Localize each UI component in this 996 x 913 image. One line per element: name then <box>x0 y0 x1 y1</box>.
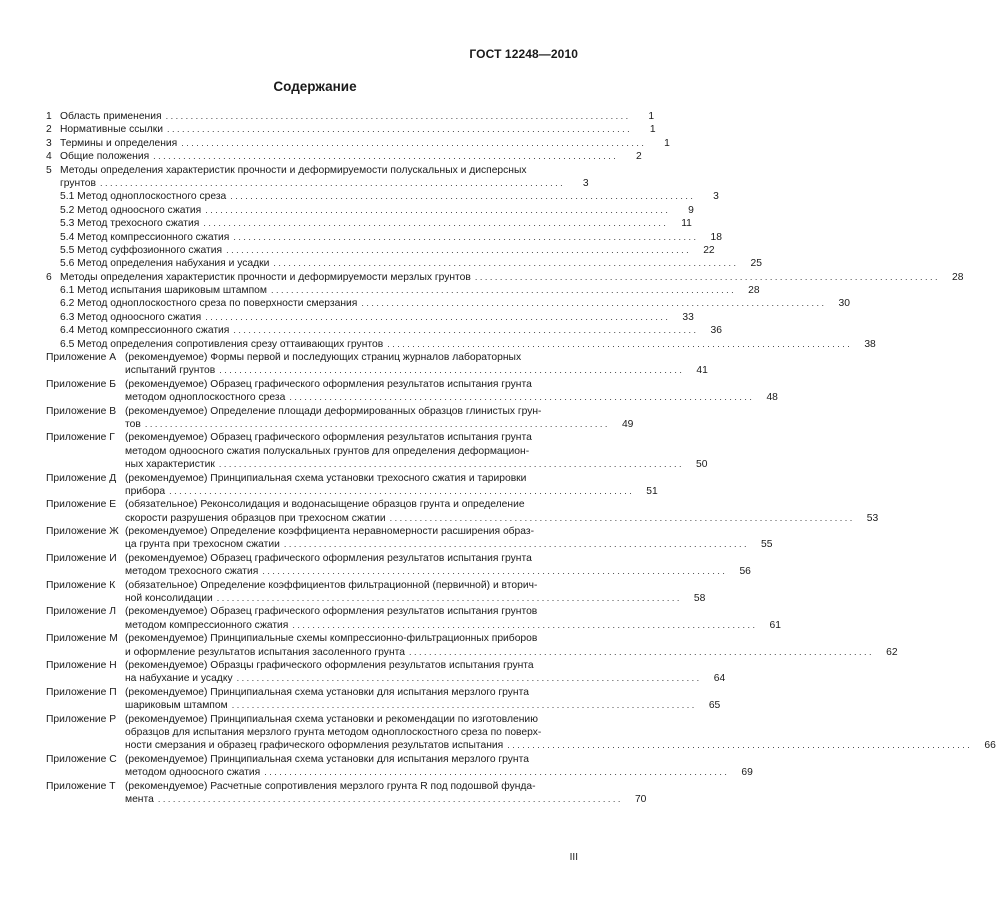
toc-page-number: 1 <box>664 137 670 149</box>
toc-section-entry[interactable] <box>46 164 589 191</box>
appendix-label: Приложение В <box>46 405 117 417</box>
toc-leader-dots <box>167 123 630 136</box>
toc-page-number: 30 <box>838 298 850 310</box>
toc-leader-dots <box>273 257 736 270</box>
toc-section-entry[interactable] <box>46 190 719 203</box>
toc-appendix-entry[interactable] <box>46 605 781 632</box>
toc-appendix-entry[interactable] <box>46 351 708 378</box>
appendix-label: Приложение Ж <box>46 526 119 538</box>
toc-appendix-entry[interactable] <box>46 686 721 713</box>
toc-leader-dots <box>292 619 755 632</box>
toc-leader-dots <box>169 485 632 498</box>
toc-leader-dots <box>100 177 563 190</box>
toc-leader-dots <box>205 311 668 324</box>
appendix-title: методом трехосного сжатия <box>125 566 259 578</box>
appendix-title: (рекомендуемое) Образец графического оформления результатов испытания грунта <box>125 378 532 390</box>
toc-leader-dots <box>264 766 727 779</box>
toc-section-title: 5.1 Метод одноплоскостного среза <box>60 191 227 203</box>
toc-appendix-entry[interactable] <box>46 498 879 525</box>
appendix-label: Приложение Н <box>46 660 117 672</box>
toc-section-title: 6.1 Метод испытания шариковым штампом <box>60 285 267 297</box>
toc-section-entry[interactable] <box>46 311 694 324</box>
appendix-title: (рекомендуемое) Образец графического оформления результатов испытания грунтов <box>125 606 538 618</box>
toc-page-number: 70 <box>634 793 647 805</box>
toc-leader-dots <box>166 110 629 123</box>
toc-section-number: 3 <box>46 137 52 149</box>
appendix-title: и оформление результатов испытания засоленного грунта <box>125 646 405 658</box>
toc-page-number: 18 <box>710 231 722 243</box>
toc-page-number: 2 <box>636 151 642 163</box>
toc-section-title: 5.4 Метод компрессионного сжатия <box>60 231 230 243</box>
appendix-title: ных характеристик <box>125 459 215 471</box>
toc-section-entry[interactable] <box>46 271 964 284</box>
toc-appendix-entry[interactable] <box>46 632 898 659</box>
toc-section-entry[interactable] <box>46 324 722 337</box>
toc-section-title: 6.5 Метод определения сопротивления срезу оттаивающих грунтов <box>60 338 384 350</box>
toc-leader-dots <box>262 565 725 578</box>
toc-leader-dots <box>271 284 734 297</box>
toc-page-number: 41 <box>696 365 708 377</box>
appendix-label: Приложение А <box>46 352 117 364</box>
toc-leader-dots <box>203 217 666 230</box>
appendix-label: Приложение Д <box>46 472 117 484</box>
toc-leader-dots <box>219 364 682 377</box>
toc-section-number: 4 <box>46 151 52 163</box>
toc-page-number: 1 <box>648 110 655 122</box>
toc-leader-dots <box>507 739 970 752</box>
appendix-title: методом одноосного сжатия полускальных грунтов для определения деформацион- <box>125 445 530 457</box>
toc-appendix-entry[interactable] <box>46 378 778 405</box>
appendix-title: (рекомендуемое) Формы первой и последующих страниц журналов лабораторных <box>125 352 522 364</box>
toc-appendix-entry[interactable] <box>46 579 706 606</box>
toc-section-title: Нормативные ссылки <box>60 124 164 136</box>
appendix-label: Приложение Р <box>46 713 117 725</box>
toc-leader-dots <box>387 338 850 351</box>
appendix-title: прибора <box>125 485 166 497</box>
toc-page-number: 56 <box>739 566 751 578</box>
toc-page-number: 38 <box>864 338 876 350</box>
toc-leader-dots <box>217 592 680 605</box>
appendix-label: Приложение М <box>46 633 118 645</box>
appendix-title: шариковым штампом <box>125 700 228 712</box>
appendix-label: Приложение Л <box>46 606 117 618</box>
appendix-title: (рекомендуемое) Определение площади деформированных образцов глинистых грун- <box>125 405 542 417</box>
toc-section-title: Методы определения характеристик прочности и деформируемости мерзлых грунтов <box>60 271 471 283</box>
appendix-title: образцов для испытания мерзлого грунта методом одноплоскостного среза по поверх- <box>125 726 542 738</box>
toc-page-number: 33 <box>682 311 694 323</box>
toc-page-number: 11 <box>681 218 692 230</box>
toc-page-number: 53 <box>866 512 879 524</box>
toc-leader-dots <box>289 391 752 404</box>
appendix-title: ности смерзания и образец графического оформления результатов испытания <box>125 740 504 752</box>
appendix-title: ной консолидации <box>125 593 213 605</box>
appendix-title: (рекомендуемое) Принципиальная схема установки трехосного сжатия и тарировки <box>125 472 527 484</box>
toc-page-number: 55 <box>761 539 773 551</box>
appendix-title: (рекомендуемое) Образцы графического оформления результатов испытания грунта <box>125 660 534 671</box>
toc-section-title: Методы определения характеристик прочности и деформируемости полускальных и дисперсных <box>60 164 527 176</box>
toc-page-number: 66 <box>984 740 996 752</box>
page-title: Содержание <box>273 79 357 94</box>
appendix-title: методом компрессионного сжатия <box>125 619 289 631</box>
appendix-label: Приложение Г <box>46 432 115 444</box>
toc-appendix-entry[interactable] <box>46 431 708 471</box>
appendix-title: методом одноплоскостного среза <box>125 392 286 404</box>
toc-leader-dots <box>181 137 644 150</box>
toc-page-number: 51 <box>646 485 658 497</box>
toc-page-number: 50 <box>695 459 708 471</box>
appendix-title: (рекомендуемое) Принципиальные схемы компрессионно-фильтрационных приборов <box>125 633 538 645</box>
appendix-title: ца грунта при трехосном сжатии <box>125 539 280 551</box>
toc-section-title: грунтов <box>60 177 96 189</box>
table-of-contents <box>46 110 996 806</box>
appendix-title: на набухание и усадку <box>125 673 233 685</box>
toc-leader-dots <box>226 244 689 257</box>
toc-section-entry[interactable] <box>46 123 656 136</box>
toc-leader-dots <box>230 190 693 203</box>
document-standard-header: ГОСТ 12248—2010 <box>469 47 578 61</box>
toc-leader-dots <box>233 231 696 244</box>
toc-section-entry[interactable] <box>46 150 642 163</box>
appendix-title: тов <box>125 418 141 430</box>
toc-section-title: 5.6 Метод определения набухания и усадки <box>60 258 270 270</box>
toc-section-title: 6.4 Метод компрессионного сжатия <box>60 325 230 337</box>
toc-leader-dots <box>205 204 668 217</box>
toc-section-title: Общие положения <box>60 151 150 163</box>
appendix-title: методом одноосного сжатия <box>125 767 261 779</box>
toc-section-number: 1 <box>46 110 52 122</box>
toc-leader-dots <box>158 793 621 806</box>
toc-section-entry[interactable] <box>46 244 715 257</box>
appendix-title: (рекомендуемое) Образец графического оформления результатов испытания грунта <box>125 552 532 564</box>
appendix-title: (рекомендуемое) Принципиальная схема установки и рекомендации по изготовлению <box>125 713 538 725</box>
toc-appendix-entry[interactable] <box>46 472 658 499</box>
appendix-label: Приложение К <box>46 579 116 591</box>
toc-section-title: Термины и определения <box>60 137 178 149</box>
toc-section-number: 2 <box>46 124 52 136</box>
toc-section-title: 5.3 Метод трехосного сжатия <box>60 218 200 230</box>
appendix-title: (рекомендуемое) Принципиальная схема установки для испытания мерзлого грунта <box>125 753 529 765</box>
toc-page-number: 61 <box>769 619 781 631</box>
toc-page-number: 62 <box>886 646 898 658</box>
toc-section-title: 6.3 Метод одноосного сжатия <box>60 311 202 323</box>
toc-leader-dots <box>145 418 608 431</box>
toc-appendix-entry[interactable] <box>46 780 647 807</box>
toc-page-number: 49 <box>621 418 634 430</box>
toc-section-entry[interactable] <box>46 297 850 310</box>
appendix-title: (обязательное) Реконсолидация и водонасыщение образцов грунта и определение <box>125 499 525 511</box>
toc-leader-dots <box>233 324 696 337</box>
appendix-title: испытаний грунтов <box>125 365 216 377</box>
toc-leader-dots <box>390 512 853 525</box>
toc-appendix-entry[interactable] <box>46 753 753 780</box>
page-number-roman: III <box>569 852 578 863</box>
toc-section-entry[interactable] <box>46 257 763 270</box>
toc-leader-dots <box>237 672 700 685</box>
toc-section-entry[interactable] <box>46 110 655 123</box>
toc-section-entry[interactable] <box>46 217 692 230</box>
toc-section-title: Область применения <box>60 110 162 122</box>
appendix-title: скорости разрушения образцов при трехосном сжатии <box>125 512 386 524</box>
toc-section-number: 6 <box>46 271 52 283</box>
toc-page-number: 3 <box>713 191 719 203</box>
toc-appendix-entry[interactable] <box>46 552 751 579</box>
appendix-label: Приложение Т <box>46 780 116 792</box>
toc-page-number: 69 <box>741 767 753 779</box>
toc-page-number: 28 <box>951 271 964 283</box>
toc-page-number: 48 <box>766 392 778 404</box>
toc-section-entry[interactable] <box>46 137 670 150</box>
toc-leader-dots <box>153 150 616 163</box>
toc-leader-dots <box>232 699 695 712</box>
toc-page-number: 3 <box>582 177 589 189</box>
toc-page-number: 1 <box>649 124 656 136</box>
appendix-label: Приложение И <box>46 552 117 564</box>
toc-appendix-entry[interactable] <box>46 659 726 686</box>
toc-section-entry[interactable] <box>46 284 760 297</box>
toc-page-number: 25 <box>750 258 763 270</box>
toc-page-number: 9 <box>688 204 694 216</box>
appendix-title: (рекомендуемое) Определение коэффициента неравномерности расширения образ- <box>125 526 535 538</box>
appendix-title: (обязательное) Определение коэффициентов фильтрационной (первичной) и вторич- <box>125 579 538 591</box>
toc-section-title: 5.2 Метод одноосного сжатия <box>60 204 202 216</box>
toc-appendix-entry[interactable] <box>46 713 996 753</box>
toc-page-number: 22 <box>703 244 715 256</box>
toc-page-number: 64 <box>713 673 726 685</box>
appendix-title: (рекомендуемое) Образец графического оформления результатов испытания грунта <box>125 432 532 444</box>
toc-section-number: 5 <box>46 164 52 176</box>
appendix-title: мента <box>125 793 154 805</box>
toc-page-number: 65 <box>708 700 721 712</box>
toc-page-number: 36 <box>710 325 722 337</box>
toc-section-title: 5.5 Метод суффозионного сжатия <box>60 244 223 256</box>
toc-leader-dots <box>219 458 682 471</box>
toc-section-entry[interactable] <box>46 204 694 217</box>
toc-page-number: 58 <box>693 593 706 605</box>
toc-leader-dots <box>409 646 872 659</box>
appendix-title: (рекомендуемое) Принципиальная схема установки для испытания мерзлого грунта <box>125 686 529 698</box>
toc-appendix-entry[interactable] <box>46 405 634 432</box>
toc-leader-dots <box>284 538 747 551</box>
toc-leader-dots <box>361 297 824 310</box>
toc-section-entry[interactable] <box>46 338 876 351</box>
appendix-label: Приложение Б <box>46 378 117 390</box>
appendix-label: Приложение П <box>46 686 117 698</box>
toc-section-entry[interactable] <box>46 231 722 244</box>
toc-leader-dots <box>475 271 938 284</box>
toc-section-title: 6.2 Метод одноплоскостного среза по поверхности смерзания <box>60 298 358 310</box>
appendix-label: Приложение С <box>46 753 117 765</box>
toc-appendix-entry[interactable] <box>46 525 773 552</box>
appendix-title: (рекомендуемое) Расчетные сопротивления мерзлого грунта R под подошвой фунда- <box>125 780 536 792</box>
appendix-label: Приложение Е <box>46 499 117 511</box>
toc-page-number: 28 <box>748 285 760 297</box>
